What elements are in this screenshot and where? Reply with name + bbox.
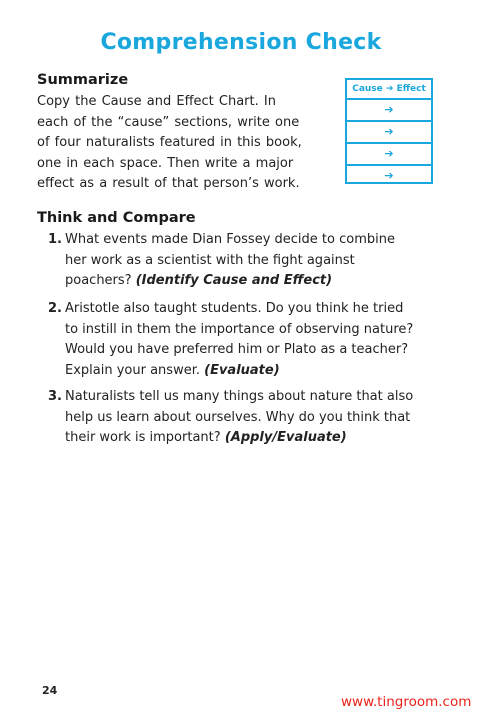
chart-row [347, 100, 431, 122]
summarize-heading: Summarize [37, 72, 129, 88]
cause-effect-chart [345, 78, 433, 184]
arrow-icon: ➔ [384, 103, 394, 116]
watermark-text: www.tingroom.com [341, 694, 472, 710]
arrow-icon: ➔ [384, 125, 394, 138]
chart-row [347, 122, 431, 144]
question-number: 2. [48, 301, 62, 316]
page-number: 24 [42, 684, 58, 697]
question-3 [40, 387, 450, 449]
skill-tag: (Apply/Evaluate) [224, 430, 347, 445]
question-line: Aristotle also taught students. Do you think he tried [65, 301, 404, 316]
skill-tag: (Evaluate) [204, 362, 280, 378]
chart-row [347, 144, 431, 166]
summarize-line: Copy the Cause and Effect Chart. In [37, 94, 276, 109]
arrow-icon: ➔ [384, 169, 394, 182]
summarize-line: each of the “cause” sections, write one [37, 114, 300, 130]
chart-header: Cause ➔ Effect [347, 80, 431, 100]
question-line: Would you have preferred him or Plato as a teacher? [65, 342, 409, 357]
question-1 [40, 230, 450, 292]
question-line: to instill in them the importance of observing nature? [65, 321, 414, 337]
question-line: her work as a scientist with the fight against [65, 252, 355, 268]
think-compare-heading: Think and Compare [37, 210, 196, 226]
summarize-line: of four naturalists featured in this book, [37, 135, 302, 150]
question-line: help us learn about ourselves. Why do you think that [65, 409, 411, 425]
question-line: poachers? [65, 273, 132, 288]
skill-tag: (Identify Cause and Effect) [135, 273, 333, 288]
question-line: Naturalists tell us many things about nature that also [65, 389, 414, 404]
question-2 [40, 299, 450, 381]
summarize-line: effect as a result of that person’s work. [37, 176, 300, 191]
summarize-line: one in each space. Then write a major [37, 155, 294, 171]
question-number: 1. [48, 232, 62, 247]
question-line: their work is important? [65, 430, 221, 445]
summarize-paragraph [37, 92, 337, 195]
question-line: Explain your answer. [65, 362, 200, 378]
arrow-icon: ➔ [384, 147, 394, 160]
page-title: Comprehension Check [100, 30, 382, 55]
question-number: 3. [48, 389, 62, 404]
question-line: What events made Dian Fossey decide to combine [65, 232, 395, 247]
chart-row [347, 166, 431, 186]
